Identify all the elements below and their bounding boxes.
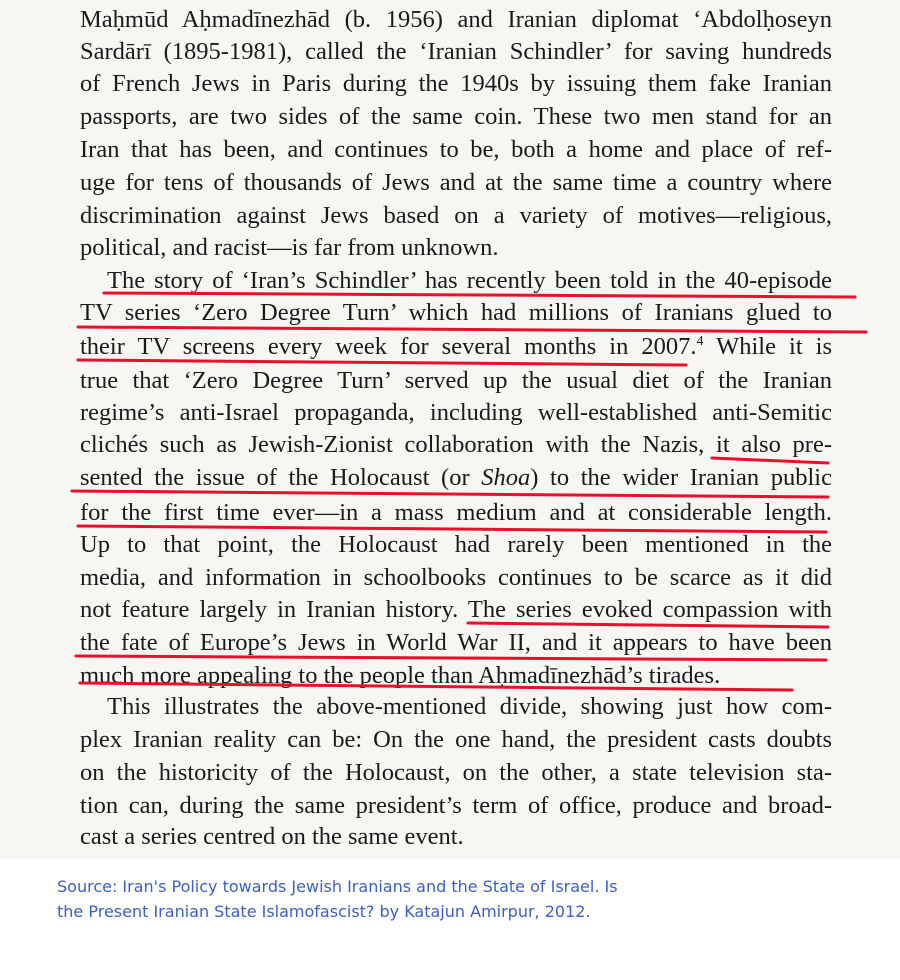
source-line: the Present Iranian State Islamofascist? by Katajun Amirpur, 2012.	[57, 902, 591, 921]
text-line: plex Iranian reality can be: On the one hand, the president casts doubts	[80, 726, 832, 753]
text-line: much more appealing to the people than Aḥmadīnezhād’s tirades.	[80, 662, 721, 689]
text-span: ) to the wider Iranian public	[530, 464, 832, 491]
text-line-with-italic	[80, 461, 832, 495]
text-line: Up to that point, the Holocaust had rarely been mentioned in the	[80, 531, 832, 558]
text-line: TV series ‘Zero Degree Turn’ which had millions of Iranians glued to	[80, 299, 832, 326]
text-line: the fate of Europe’s Jews in World War II, and it appears to have been	[80, 629, 832, 656]
source-line: Source: Iran's Policy towards Jewish Iranians and the State of Israel. Is	[57, 877, 618, 896]
text-line: Sardārī (1895-1981), called the ‘Iranian Schindler’ for saving hundreds	[80, 38, 832, 65]
text-line: true that ‘Zero Degree Turn’ served up the usual diet of the Iranian	[80, 367, 832, 394]
text-line: for the first time ever—in a mass medium and at considerable length.	[80, 499, 832, 526]
footnote-marker: 4	[696, 333, 704, 349]
text-line: clichés such as Jewish-Zionist collaboration with the Nazis, it also pre-	[80, 431, 832, 458]
text-line: regime’s anti-Israel propaganda, including well-established anti-Semitic	[80, 399, 832, 426]
text-span: sented the issue of the Holocaust (or	[80, 464, 482, 491]
text-span: their TV screens every week for several months in 2007.	[80, 333, 697, 360]
italic-term: Shoa	[481, 464, 531, 491]
text-line: cast a series centred on the same event.	[80, 823, 464, 850]
text-line: tion can, during the same president’s term of office, produce and broad-	[80, 792, 832, 819]
text-line: political, and racist—is far from unknown.	[80, 234, 499, 261]
text-line: Iran that has been, and continues to be, both a home and place of ref-	[80, 136, 832, 163]
text-line: This illustrates the above-mentioned divide, showing just how com-	[107, 693, 832, 720]
text-line: Maḥmūd Aḥmadīnezhād (b. 1956) and Iranian diplomat ‘Abdolḥoseyn	[80, 6, 832, 33]
text-line: discrimination against Jews based on a variety of motives—religious,	[80, 202, 832, 229]
text-line: uge for tens of thousands of Jews and at the same time a country where	[80, 169, 832, 196]
text-line: The story of ‘Iran’s Schindler’ has recently been told in the 40-episode	[107, 267, 832, 294]
source-citation	[57, 874, 677, 924]
text-span: While it is	[703, 333, 833, 360]
text-line-with-footnote	[80, 330, 832, 364]
text-line: of French Jews in Paris during the 1940s by issuing them fake Iranian	[80, 70, 832, 97]
text-line: not feature largely in Iranian history. The series evoked compassion with	[80, 596, 832, 623]
text-line: on the historicity of the Holocaust, on the other, a state television sta-	[80, 759, 832, 786]
text-line: passports, are two sides of the same coin. These two men stand for an	[80, 103, 832, 130]
text-line: media, and information in schoolbooks continues to be scarce as it did	[80, 564, 832, 591]
